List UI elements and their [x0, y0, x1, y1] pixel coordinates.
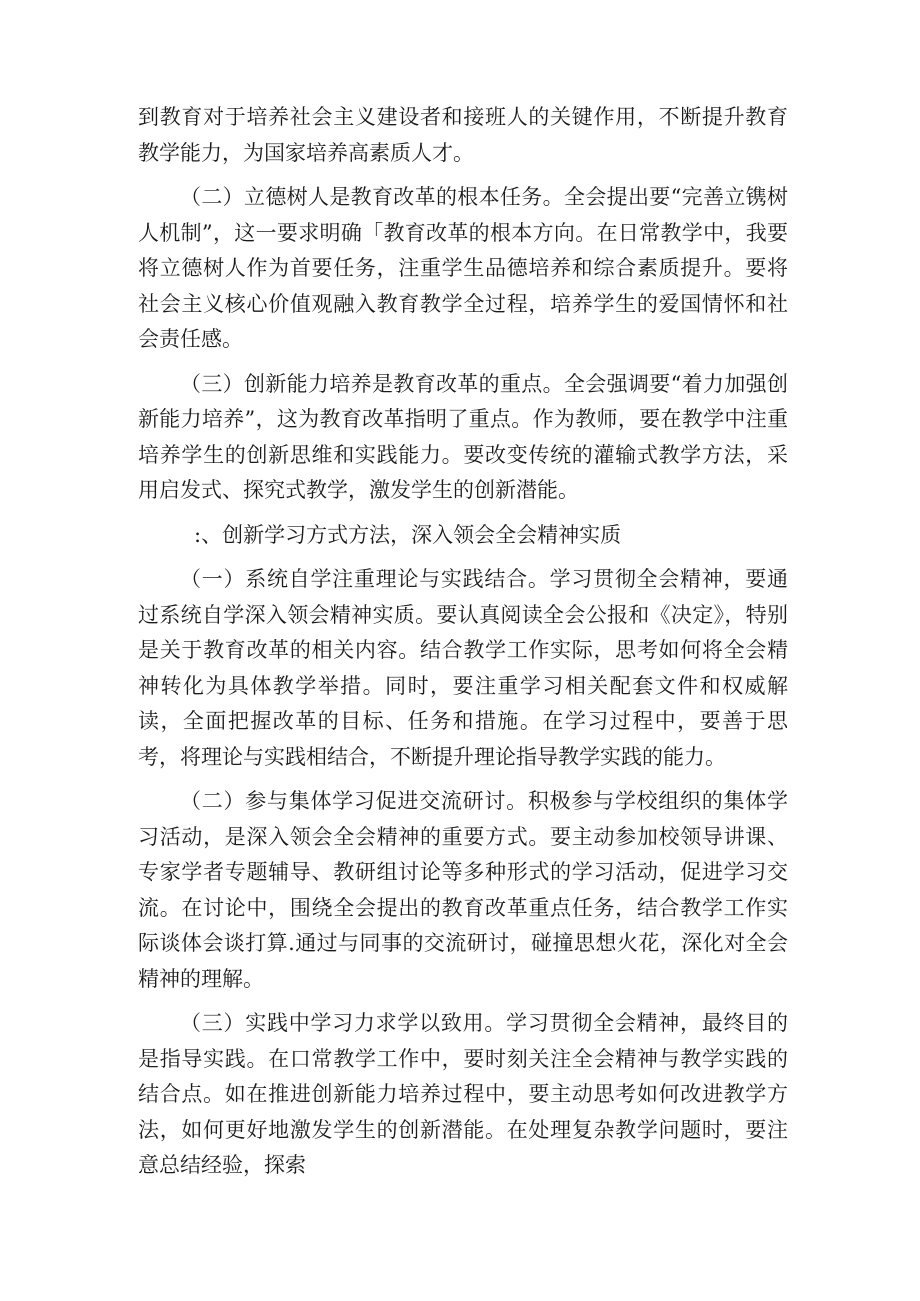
paragraph-practice: （三）实践中学习力求学以致用。学习贯彻全会精神，最终目的是指导实践。在口常教学工作中，要时刻关注全会精神与教学实践的结合点。如在推进创新能力培养过程中，要主动思考如何改进教学方法，如何更好地激发学生的创新潜能。在处理复杂教学问题时，要注意总结经验，探索 [138, 1011, 788, 1177]
paragraph-moral-education: （二）立德树人是教育改革的根本任务。全会提出要“完善立镌树人机制”，这一要求明确「教育改革的根本方向。在日常教学中，我要将立德树人作为首要任务，注重学生品德培养和综合素质提升。要将社会主义核心价值观融入教育教学全过程，培养学生的爱国情怀和社会责任感。 [138, 185, 788, 351]
paragraph-innovation-ability: （三）创新能力培养是教育改革的重点。全会强调要“着力加强创新能力培养”，这为教育改革指明了重点。作为教师，要在教学中注重培养学生的创新思维和实践能力。要改变传统的灌输式教学方法，采用启发式、探究式教学，激发学生的创新潜能。 [138, 371, 788, 502]
paragraph-self-study: （一）系统自学注重理论与实践结合。学习贯彻全会精神，要通过系统自学深入领会精神实质。要认真阅读全会公报和《决定》，特别是关于教育改革的相关内容。结合教学工作实际，思考如何将全会精神转化为具体教学举措。同时，要注重学习相关配套文件和权威解读，全面把握改革的目标、任务和措施。在学习过程中，要善于思考，将理论与实践相结合，不断提升理论指导教学实践的能力。 [138, 567, 788, 769]
paragraph-continuation: 到教育对于培养社会主义建设者和接班人的关键作用，不断提升教育教学能力，为国家培养高素质人才。 [138, 105, 788, 165]
paragraph-group-study: （二）参与集体学习促进交流研讨。积极参与学校组织的集体学习活动，是深入领会全会精神的重要方式。要主动参加校领导讲课、专家学者专题辅导、教研组讨论等多种形式的学习活动，促进学习交流。在讨论中，围绕全会提出的教育改革重点任务，结合教学工作实际谈体会谈打算.通过与同事的交流研讨，碰撞思想火花，深化对全会精神的理解。 [138, 789, 788, 991]
section-heading: :、创新学习方式方法，深入领会全会精神实质 [194, 522, 622, 547]
document-body [138, 100, 788, 1184]
